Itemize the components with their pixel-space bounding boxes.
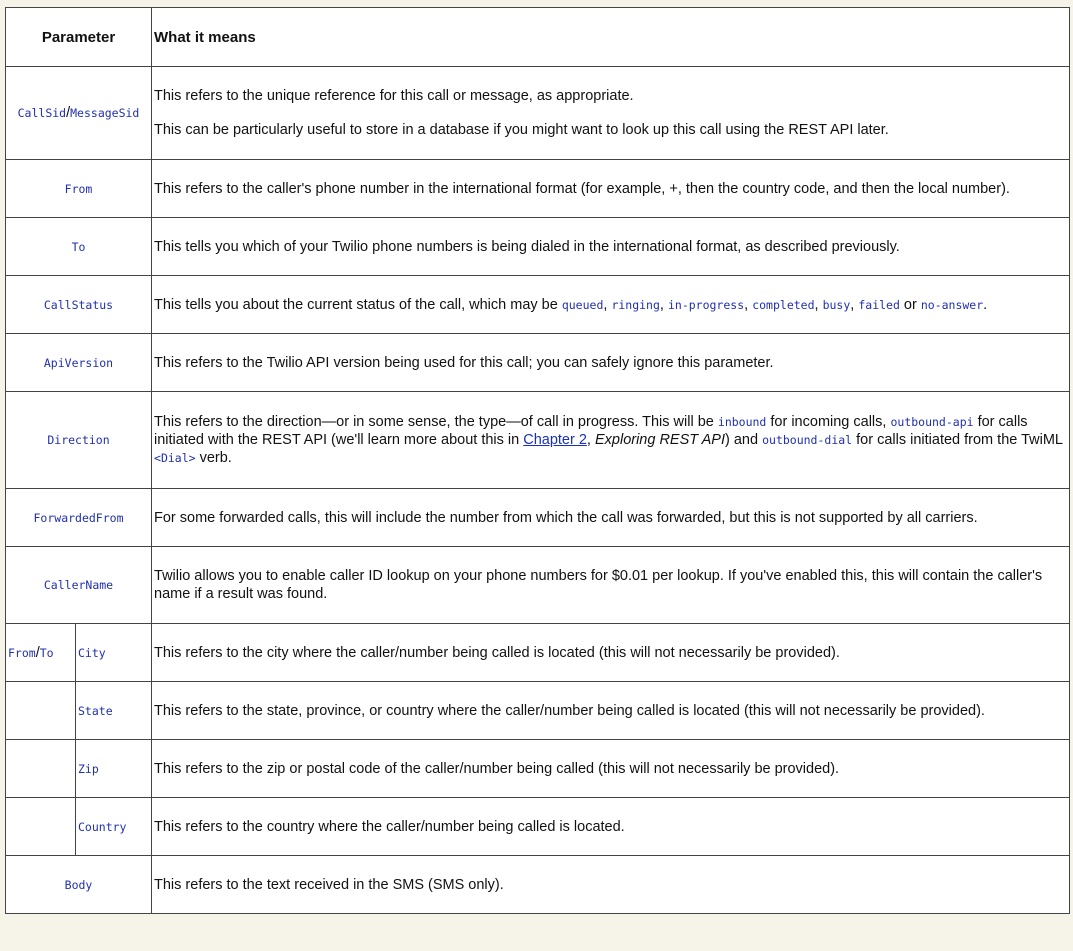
param-city: City [78,645,106,660]
status-failed: failed [858,297,900,312]
direction-text-3: for calls initiated with the REST API (we'll learn more about this in [154,414,1028,448]
location-group-cell [6,624,76,682]
empty-cell [6,740,76,798]
param-cell [76,624,152,682]
table-row-callername [6,547,1070,624]
meaning-state: This refers to the state, province, or country where the caller/number being called is located (this will not necessarily be provided). [152,682,1070,740]
table-row-city [6,624,1070,682]
table-row-state [6,682,1070,740]
param-callstatus: CallStatus [43,297,114,312]
param-zip: Zip [78,761,99,776]
meaning-line-1: This refers to the unique reference for this call or message, as appropriate. [154,88,634,104]
param-messagesid: MessageSid [70,106,140,120]
status-no-answer: no-answer [920,297,984,312]
param-direction: Direction [47,433,110,447]
param-cell [76,740,152,798]
status-comma: , [850,296,859,313]
direction-text-7: verb. [195,450,232,466]
table-row-body [6,856,1070,914]
meaning-direction [152,392,1070,489]
param-cell [6,160,152,218]
status-ringing: ringing [611,297,660,312]
param-callsid: CallSid [17,106,67,120]
meaning-forwardedfrom: For some forwarded calls, this will include the number from which the call was forwarded, but this is not supported by all carriers. [152,489,1070,547]
group-from: From [8,645,36,660]
status-in-progress: in-progress [667,297,745,312]
param-cell [76,798,152,856]
status-completed: completed [752,297,815,312]
table-row-callsid [6,67,1070,160]
param-apiversion: ApiVersion [43,355,114,370]
param-cell [6,67,152,160]
table-row-callstatus [6,276,1070,334]
meaning-callstatus [152,276,1070,334]
param-cell [6,276,152,334]
param-cell [76,682,152,740]
status-or: or [899,296,921,313]
direction-outbound-api: outbound-api [890,415,974,429]
table-row-country [6,798,1070,856]
status-comma: , [603,296,612,313]
direction-text-5: ) and [725,432,763,448]
meaning-cell [152,67,1070,160]
header-parameter: Parameter [6,8,152,67]
empty-cell [6,798,76,856]
param-cell [6,856,152,914]
param-callername: CallerName [43,578,114,592]
header-meaning: What it means [152,8,1070,67]
status-comma: , [659,296,668,313]
parameters-table [5,7,1070,914]
direction-dial-verb: <Dial> [154,451,196,465]
chapter-title: Exploring REST API [594,432,725,448]
param-body: Body [64,877,93,892]
table-row-apiversion [6,334,1070,392]
param-cell [6,547,152,624]
meaning-callername: Twilio allows you to enable caller ID lookup on your phone numbers for $0.01 per lookup. If you've enabled this, this will contain the caller's name if a result was found. [152,547,1070,624]
status-queued: queued [561,297,604,312]
meaning-line-2: This can be particularly useful to store in a database if you might want to look up this call using the REST API later. [154,122,889,138]
meaning-from: This refers to the caller's phone number in the international format (for example, +, then the country code, and then the local number). [152,160,1070,218]
direction-text-2: for incoming calls, [766,414,891,430]
chapter-2-link[interactable]: Chapter 2 [523,432,587,448]
status-comma: , [814,296,823,313]
status-busy: busy [822,297,851,312]
meaning-zip: This refers to the zip or postal code of the caller/number being called (this will not necessarily be provided). [152,740,1070,798]
empty-cell [6,682,76,740]
table-row-from [6,160,1070,218]
param-country: Country [78,819,127,834]
direction-inbound: inbound [717,415,767,429]
param-cell [6,218,152,276]
param-separator: / [66,105,71,121]
param-forwardedfrom: ForwardedFrom [33,510,124,525]
direction-text-6: for calls initiated from the TwiML [852,432,1063,448]
meaning-country: This refers to the country where the caller/number being called is located. [152,798,1070,856]
group-separator: / [35,644,40,661]
direction-outbound-dial: outbound-dial [762,433,853,447]
param-to: To [71,239,86,254]
table-row-direction [6,392,1070,489]
meaning-apiversion: This refers to the Twilio API version being used for this call; you can safely ignore this parameter. [152,334,1070,392]
param-cell [6,334,152,392]
meaning-to: This tells you which of your Twilio phone numbers is being dialed in the international format, as described previously. [152,218,1070,276]
status-period: . [983,296,988,313]
table-row-forwardedfrom [6,489,1070,547]
direction-text-1: This refers to the direction—or in some sense, the type—of call in progress. This will be [154,414,718,430]
table-row-to [6,218,1070,276]
table-row-zip [6,740,1070,798]
callstatus-intro: This tells you about the current status of the call, which may be [154,296,562,313]
param-cell [6,392,152,489]
param-cell [6,489,152,547]
direction-text-4: , [586,432,595,448]
group-to: To [39,645,54,660]
param-from: From [64,181,93,196]
meaning-body: This refers to the text received in the SMS (SMS only). [152,856,1070,914]
table-header-row [6,8,1070,67]
status-comma: , [744,296,753,313]
meaning-city: This refers to the city where the caller/number being called is located (this will not necessarily be provided). [152,624,1070,682]
param-state: State [78,703,113,718]
